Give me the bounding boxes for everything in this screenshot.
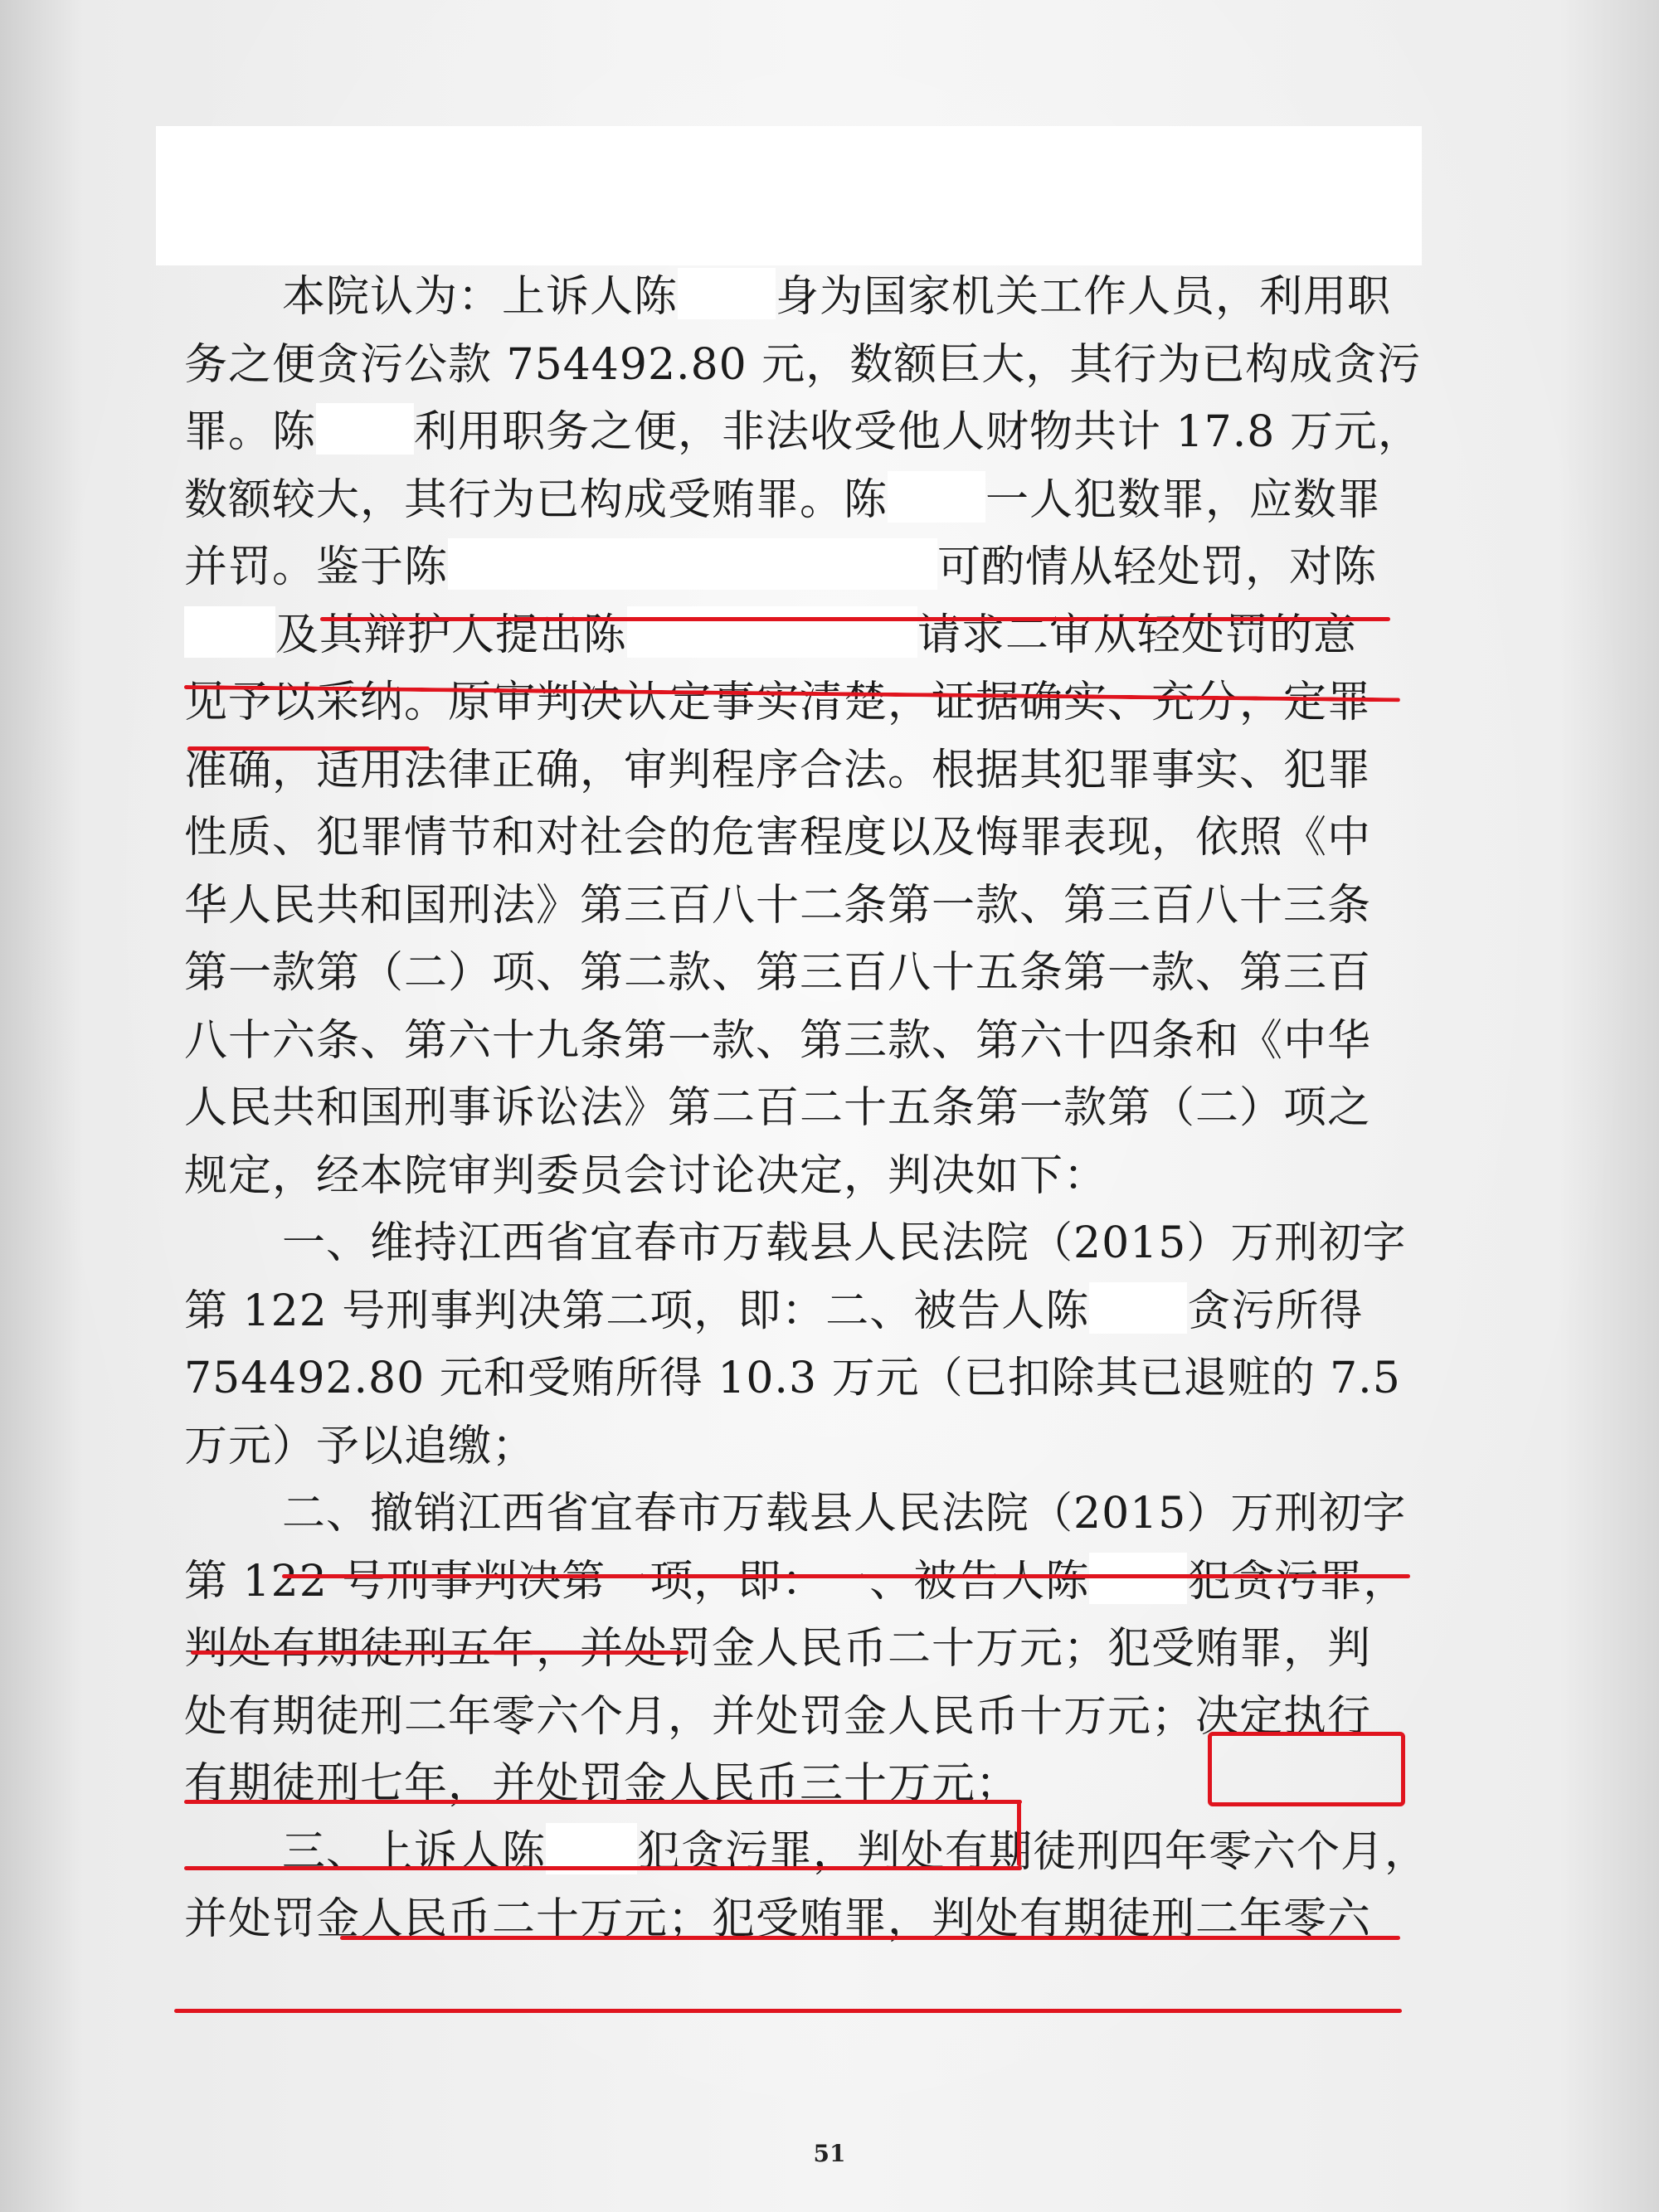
red-underline [184, 1800, 1022, 1804]
line-6-tail: 请求二审从轻处罚的意 [917, 610, 1358, 660]
red-underline [320, 617, 1390, 621]
line-24-tail: 犯贪污罪，判处有期徒刑四年零六个月， [637, 1826, 1429, 1877]
text-line-17 [184, 1345, 1401, 1413]
line-12-text: 八十六条、第六十九条第一款、第三款、第六十四条和《中华 [184, 1015, 1372, 1066]
line-7-text: 见予以采纳。原审判决认定事实清楚，证据确实、充分，定罪 [184, 678, 1372, 727]
text-line-25 [184, 1886, 1395, 1954]
line-2-text: 务之便贪污公款 754492.80 元，数额巨大，其行为已构成贪污 [184, 339, 1422, 390]
name-redaction [316, 403, 414, 455]
text-line-15 [184, 1210, 1407, 1278]
line-1-text: 本院认为：上诉人陈 [282, 272, 679, 322]
line-22-text: 处有期徒刑二年零六个月，并处罚金人民币十万元；决定执行 [184, 1691, 1372, 1742]
text-line-9 [184, 805, 1395, 873]
text-line-11 [184, 940, 1395, 1008]
line-3-text: 罪。陈 [184, 407, 317, 457]
text-line-10 [184, 873, 1395, 941]
red-box-annotation [1208, 1732, 1405, 1806]
line-9-text: 性质、犯罪情节和对社会的危害程度以及悔罪表现，依照《中 [184, 813, 1372, 863]
text-line-5 [184, 534, 1395, 602]
header-redaction-block [156, 126, 1422, 265]
line-24-text: 三、上诉人陈 [282, 1826, 547, 1877]
red-bracket-line [1017, 1800, 1021, 1866]
line-10-text: 华人民共和国刑法》第三百八十二条第一款、第三百八十三条 [184, 880, 1372, 931]
red-underline [282, 1574, 1410, 1578]
line-16-text: 第 122 号刑事判决第二项，即：二、被告人陈 [184, 1286, 1090, 1336]
line-4-tail: 一人犯数罪，应数罪 [985, 474, 1382, 525]
red-underline [184, 1866, 1022, 1870]
line-4-text: 数额较大，其行为已构成受贿罪。陈 [184, 474, 888, 525]
line-19-text: 二、撤销江西省宜春市万载县人民法院（2015）万刑初字 [282, 1489, 1407, 1539]
text-line-4 [184, 467, 1395, 535]
name-redaction [888, 471, 985, 523]
text-line-18 [184, 1413, 1395, 1481]
page-number: 51 [813, 2140, 846, 2167]
red-underline [340, 1936, 1400, 1940]
line-20-text: 第 122 号刑事判决第一项，即：一、被告人陈 [184, 1556, 1090, 1607]
line-13-text: 人民共和国刑事诉讼法》第二百二十五条第一款第（二）项之 [184, 1083, 1372, 1133]
line-20-tail: 犯贪污罪， [1187, 1556, 1408, 1607]
red-underline [191, 1650, 688, 1655]
line-5-tail: 可酌情从轻处罚，对陈 [937, 542, 1378, 592]
line-1-tail: 身为国家机关工作人员，利用职 [776, 272, 1392, 322]
line-16-tail: 贪污所得 [1187, 1286, 1364, 1336]
line-21-text: 判处有期徒刑五年，并处罚金人民币二十万元；犯受贿罪，判 [184, 1624, 1372, 1674]
text-line-14 [184, 1143, 1395, 1211]
text-line-1 [184, 264, 1395, 332]
text-line-3 [184, 399, 1422, 467]
name-redaction [1089, 1282, 1187, 1334]
text-line-24 [184, 1819, 1429, 1887]
text-line-7 [184, 669, 1395, 737]
line-18-text: 万元）予以追缴； [184, 1421, 537, 1471]
line-6-middle: 及其辩护人提出陈 [275, 610, 628, 660]
line-5-text: 并罚。鉴于陈 [184, 542, 449, 592]
line-3-tail: 利用职务之便，非法收受他人财物共计 17.8 万元， [414, 407, 1422, 457]
text-line-19 [184, 1480, 1407, 1548]
text-line-20 [184, 1548, 1408, 1616]
name-redaction [678, 268, 776, 319]
red-underline [187, 746, 430, 751]
request-redaction [627, 606, 917, 658]
line-8-text: 准确，适用法律正确，审判程序合法。根据其犯罪事实、犯罪 [184, 745, 1372, 795]
line-14-text: 规定，经本院审判委员会讨论决定，判决如下： [184, 1150, 1108, 1201]
line-15-text: 一、维持江西省宜春市万载县人民法院（2015）万刑初字 [282, 1218, 1407, 1268]
red-underline [174, 2009, 1402, 2013]
judgment-body-text [184, 264, 1429, 1954]
text-line-6 [184, 602, 1395, 670]
text-line-21 [184, 1616, 1395, 1684]
line-25-text: 并处罚金人民币二十万元；犯受贿罪，判处有期徒刑二年零六 [184, 1894, 1372, 1944]
line-11-text: 第一款第（二）项、第二款、第三百八十五条第一款、第三百 [184, 948, 1372, 998]
text-line-16 [184, 1278, 1395, 1346]
line-17-text: 754492.80 元和受贿所得 10.3 万元（已扣除其已退赃的 7.5 [184, 1354, 1401, 1403]
mitigation-redaction [448, 538, 937, 590]
text-line-13 [184, 1075, 1395, 1143]
name-redaction [184, 606, 275, 658]
text-line-2 [184, 332, 1422, 400]
line-23-text: 有期徒刑七年，并处罚金人民币三十万元； [184, 1759, 1020, 1809]
text-line-12 [184, 1008, 1395, 1076]
